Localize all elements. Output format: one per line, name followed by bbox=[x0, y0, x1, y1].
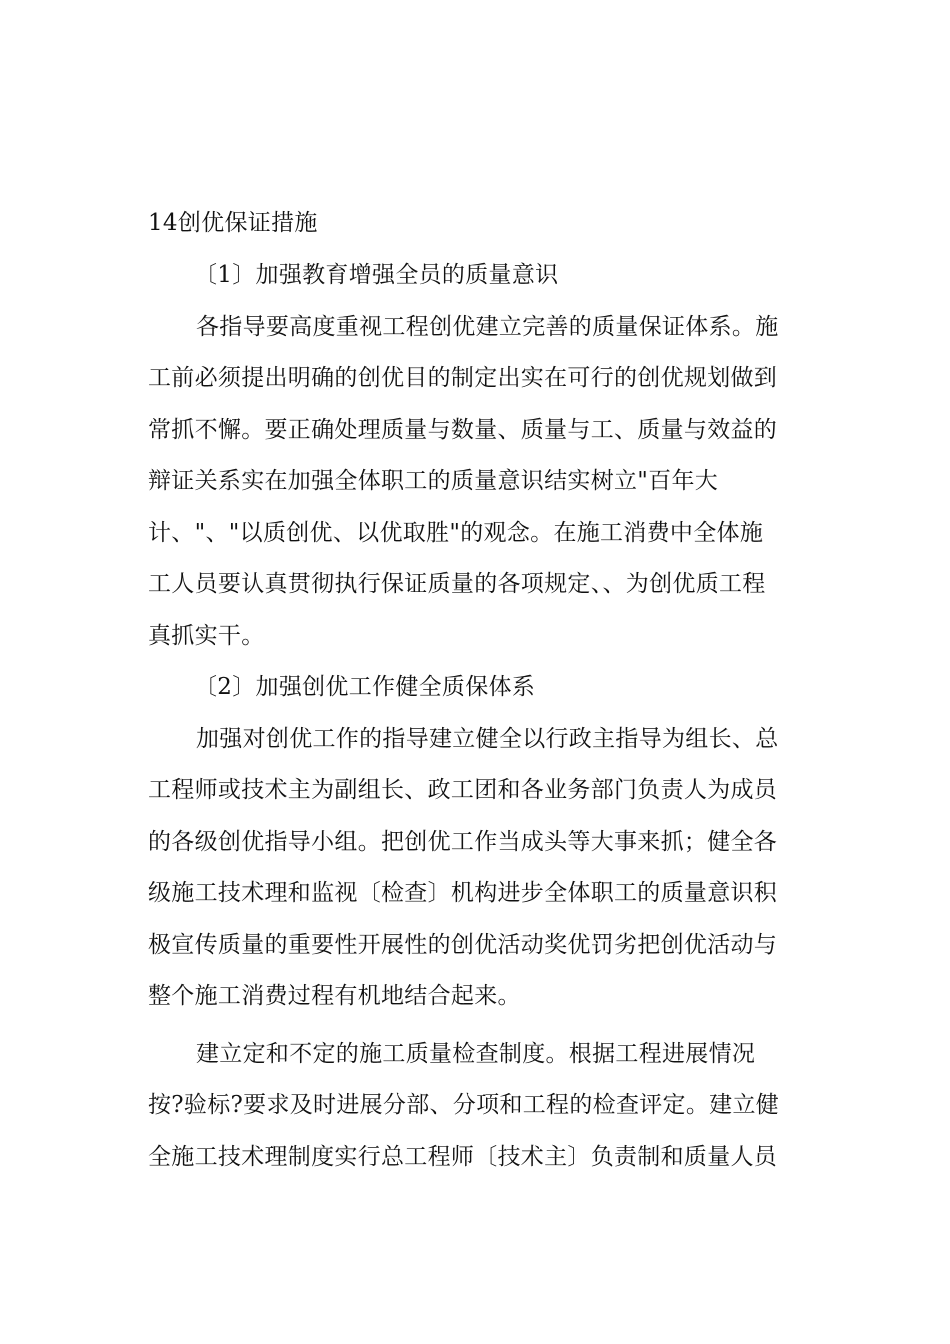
paragraph-line: 计、"、"以质创优、以优取胜"的观念。在施工消费中全体施 bbox=[148, 520, 764, 546]
paragraph-line: 的各级创优指导小组。把创优工作当成头等大事来抓；健全各 bbox=[148, 829, 778, 855]
subsection-1-title: 〔1〕加强教育增强全员的质量意识 bbox=[194, 262, 559, 288]
paragraph-line: 工程师或技术主为副组长、政工团和各业务部门负责人为成员 bbox=[148, 777, 778, 803]
subsection-2-title: 〔2〕加强创优工作健全质保体系 bbox=[194, 674, 536, 700]
paragraph-line: 辩证关系实在加强全体职工的质量意识结实树立"百年大 bbox=[148, 468, 719, 494]
paragraph-line: 极宣传质量的重要性开展性的创优活动奖优罚劣把创优活动与 bbox=[148, 932, 778, 958]
paragraph-line: 级施工技术理和监视〔检查〕机构进步全体职工的质量意识积 bbox=[148, 880, 778, 906]
paragraph-line: 真抓实干。 bbox=[148, 623, 265, 649]
paragraph-line: 整个施工消费过程有机地结合起来。 bbox=[148, 983, 521, 1009]
paragraph-line: 工人员要认真贯彻执行保证质量的各项规定、、为创优质工程 bbox=[148, 571, 766, 597]
paragraph-line: 工前必须提出明确的创优目的制定出实在可行的创优规划做到 bbox=[148, 365, 778, 391]
paragraph-line: 全施工技术理制度实行总工程师〔技术主〕负责制和质量人员 bbox=[148, 1144, 778, 1170]
paragraph-line: 加强对创优工作的指导建立健全以行政主指导为组长、总 bbox=[196, 726, 779, 752]
section-heading: 14创优保证措施 bbox=[148, 210, 318, 236]
paragraph-line: 按?验标?要求及时进展分部、分项和工程的检查评定。建立健 bbox=[148, 1092, 780, 1118]
paragraph-line: 各指导要高度重视工程创优建立完善的质量保证体系。施 bbox=[196, 314, 779, 340]
paragraph-line: 建立定和不定的施工质量检查制度。根据工程进展情况 bbox=[196, 1041, 756, 1067]
paragraph-line: 常抓不懈。要正确处理质量与数量、质量与工、质量与效益的 bbox=[148, 417, 778, 443]
